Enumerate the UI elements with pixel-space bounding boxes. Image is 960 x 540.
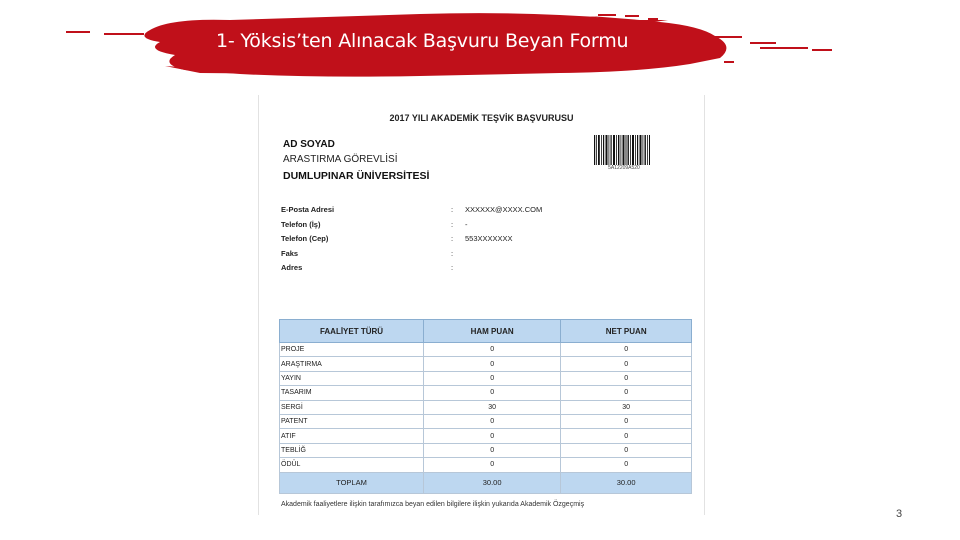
page-number: 3: [896, 508, 903, 520]
raw-score: 30: [424, 400, 561, 414]
raw-score: 0: [424, 429, 561, 443]
activity-type: PROJE: [280, 343, 424, 357]
table-row: [280, 458, 692, 472]
table-row: [280, 414, 692, 428]
barcode-icon: [594, 135, 650, 165]
total-raw-score: 30.00: [424, 472, 561, 493]
contact-label: Adres: [281, 263, 303, 272]
raw-score: 0: [424, 357, 561, 371]
contact-value: 553XXXXXXX: [465, 234, 513, 243]
table-row: [280, 343, 692, 357]
table-row: [280, 371, 692, 385]
raw-score: 0: [424, 443, 561, 457]
activity-type: ATIF: [280, 429, 424, 443]
application-form-image: [258, 95, 705, 515]
activity-type: TASARIM: [280, 386, 424, 400]
net-score: 0: [561, 458, 692, 472]
net-score: 0: [561, 357, 692, 371]
contact-label: Telefon (Cep): [281, 234, 329, 243]
contact-colon: :: [451, 234, 454, 243]
net-score: 30: [561, 400, 692, 414]
barcode-number: 5A12209A520: [608, 165, 640, 171]
activity-type: ÖDÜL: [280, 458, 424, 472]
net-score: 0: [561, 343, 692, 357]
net-score: 0: [561, 443, 692, 457]
table-row: [280, 386, 692, 400]
applicant-university: DUMLUPINAR ÜNİVERSİTESİ: [283, 170, 430, 182]
net-score: 0: [561, 386, 692, 400]
contact-value: -: [465, 219, 468, 229]
raw-score: 0: [424, 458, 561, 472]
activity-type: TEBLİĞ: [280, 443, 424, 457]
net-score: 0: [561, 414, 692, 428]
total-label: TOPLAM: [280, 472, 424, 493]
column-header: NET PUAN: [561, 320, 692, 343]
contact-row-work-phone: [281, 220, 681, 235]
column-header: FAALİYET TÜRÜ: [280, 320, 424, 343]
table-row: [280, 357, 692, 371]
contact-colon: :: [451, 248, 454, 258]
contact-label: Telefon (İş): [281, 219, 321, 229]
applicant-role: ARASTIRMA GÖREVLİSİ: [283, 154, 398, 165]
table-header-row: [280, 320, 692, 343]
net-score: 0: [561, 371, 692, 385]
contact-row-email: [281, 205, 681, 220]
raw-score: 0: [424, 414, 561, 428]
contact-value: XXXXXX@XXXX.COM: [465, 205, 543, 214]
activity-type: PATENT: [280, 414, 424, 428]
form-footnote: Akademik faaliyetlere ilişkin tarafımızca beyan edilen bilgilere ilişkin yukarıda Akademik Özgeçmiş: [281, 501, 585, 508]
raw-score: 0: [424, 343, 561, 357]
contact-row-fax: [281, 249, 681, 264]
raw-score: 0: [424, 371, 561, 385]
contact-colon: :: [451, 219, 454, 229]
contact-label: E-Posta Adresi: [281, 205, 335, 214]
column-header: HAM PUAN: [424, 320, 561, 343]
activity-type: YAYIN: [280, 371, 424, 385]
score-table: [279, 319, 692, 494]
applicant-name: AD SOYAD: [283, 139, 335, 150]
net-score: 0: [561, 429, 692, 443]
contact-colon: :: [451, 205, 454, 214]
form-title: 2017 YILI AKADEMİK TEŞVİK BAŞVURUSU: [389, 113, 574, 123]
contact-label: Faks: [281, 248, 299, 258]
table-total-row: [280, 472, 692, 493]
table-row: [280, 400, 692, 414]
table-row: [280, 443, 692, 457]
table-row: [280, 429, 692, 443]
contact-row-address: [281, 263, 681, 278]
contact-row-mobile-phone: [281, 234, 681, 249]
slide-title: 1- Yöksis’ten Alınacak Başvuru Beyan Formu: [216, 30, 629, 52]
activity-type: SERGİ: [280, 400, 424, 414]
contact-colon: :: [451, 263, 454, 272]
contact-info: [281, 205, 681, 278]
raw-score: 0: [424, 386, 561, 400]
total-net-score: 30.00: [561, 472, 692, 493]
activity-type: ARAŞTIRMA: [280, 357, 424, 371]
